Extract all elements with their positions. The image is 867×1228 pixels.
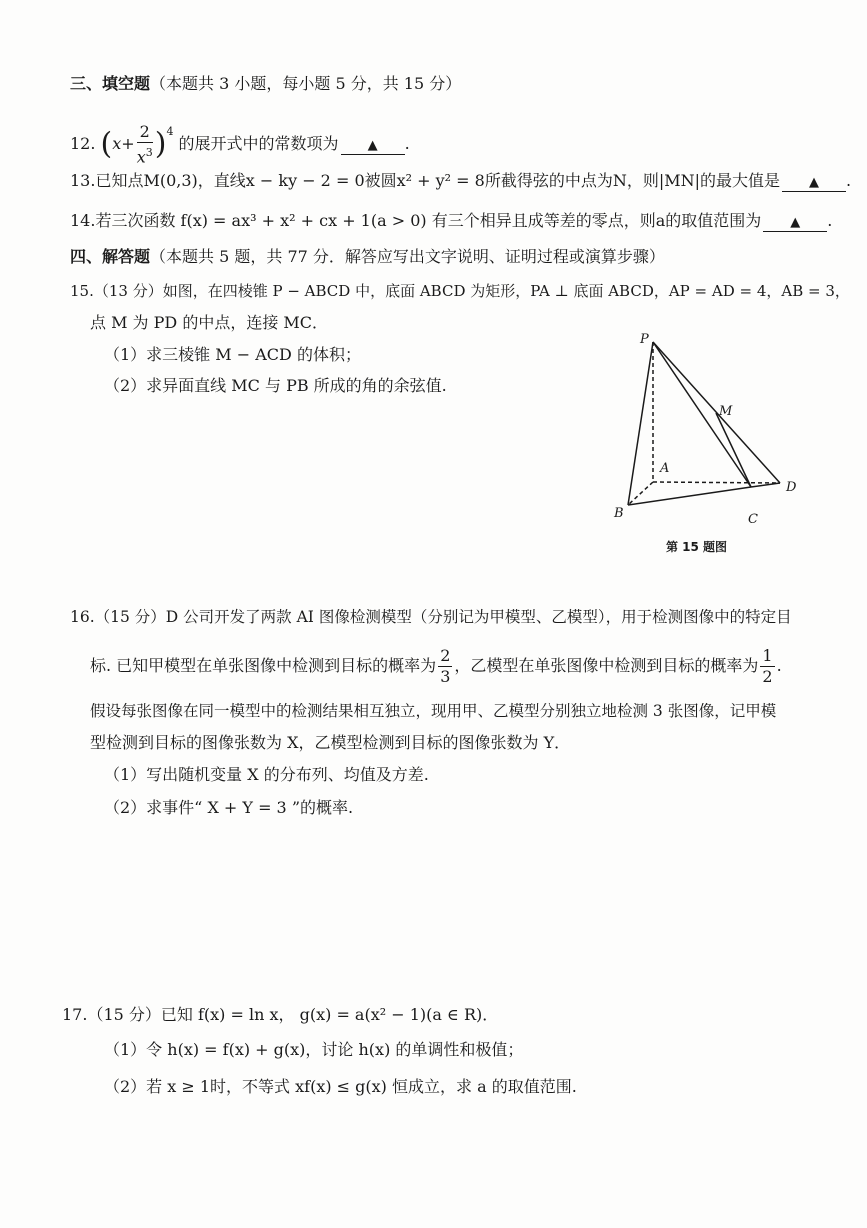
edge-PB — [628, 342, 653, 505]
q15-part-1: （1）求三棱锥 M − ACD 的体积； — [104, 345, 361, 364]
pyramid-figure — [608, 325, 808, 535]
q12-x: x — [112, 134, 122, 153]
q17-part-1: （1）令 h(x) = f(x) + g(x)，讨论 h(x) 的单调性和极值； — [104, 1040, 524, 1059]
section-3-header — [70, 73, 461, 95]
edge-BC — [628, 487, 751, 505]
q16-line-3: 假设每张图像在同一模型中的检测结果相互独立，现用甲、乙模型分别独立地检测 3 张图像，记甲模 — [90, 702, 777, 720]
q13-text: 13. — [70, 171, 96, 190]
q16-part-1: （1）写出随机变量 X 的分布列、均值及方差. — [104, 765, 429, 784]
section-4-header — [70, 246, 665, 268]
segment-MC — [716, 413, 751, 487]
q15-line-1: 15.（13 分）如图，在四棱锥 P − ABCD 中，底面 ABCD 为矩形，PA ⊥ 底面 ABCD，AP = AD = 4，AB = 3， — [70, 282, 850, 300]
q16-line-1: 16.（15 分）D 公司开发了两款 AI 图像检测模型（分别记为甲模型、乙模型），用于检测图像中的特定目 — [70, 608, 792, 626]
q17-line-1: 17.（15 分）已知 f(x) = ln x， g(x) = a(x² − 1)(a ∈ R)． — [62, 1005, 499, 1024]
label-B: B — [614, 506, 624, 521]
q16-line-4: 型检测到目标的图像张数为 X，乙模型检测到目标的图像张数为 Y． — [90, 733, 571, 752]
edge-AD — [653, 482, 780, 483]
section-4-note: （本题共 5 题，共 77 分．解答应写出文字说明、证明过程或演算步骤） — [150, 247, 665, 266]
q16-part-2: （2）求事件“ X + Y = 3 ”的概率. — [104, 798, 354, 817]
q12-text: 的展开式中的常数项为 — [178, 134, 339, 153]
q12-fraction: $\frac{2}{x^3}$ — [136, 121, 153, 167]
section-3-title: 三、填空题 — [70, 74, 151, 93]
label-C: C — [748, 512, 758, 527]
q12-answer-blank[interactable]: ▲ — [341, 138, 405, 155]
question-14: 14.若三次函数 f(x) = ax³ + x² + cx + 1(a > 0) 有三个相异且成等差的零点，则a的取值范围为 ▲ . — [70, 211, 833, 230]
question-12: 12. (x+ $\frac{2}{x^3}$ )$^4$ 的展开式中的常数项为 ▲ . — [70, 121, 410, 167]
label-P: P — [640, 332, 649, 347]
q16-line-2: 标. 已知甲模型在单张图像中检测到目标的概率为 $\frac{2}{3}$ ，乙模型在单张图像中检测到目标的概率为 $\frac{1}{2}$ . — [90, 646, 782, 686]
section-4-title: 四、解答题 — [70, 247, 151, 266]
section-3-note: （本题共 3 小题，每小题 5 分，共 15 分） — [150, 74, 462, 93]
q15-line-2: 点 M 为 PD 的中点，连接 MC． — [90, 313, 329, 332]
q12-exponent: 4 — [166, 125, 174, 138]
q14-answer-blank[interactable]: ▲ — [763, 215, 827, 232]
q12-number: 12. — [70, 134, 96, 153]
q16-fraction-1: $\frac{2}{3}$ — [440, 646, 451, 686]
question-13: 13.已知点M(0,3)，直线x − ky − 2 = 0被圆x² + y² = 8所截得弦的中点为N，则|MN|的最大值是 ▲ . — [70, 171, 852, 190]
label-D: D — [786, 480, 797, 495]
q17-part-2: （2）若 x ≥ 1时，不等式 xf(x) ≤ g(x) 恒成立，求 a 的取值范围. — [104, 1077, 577, 1096]
q13-answer-blank[interactable]: ▲ — [782, 175, 846, 192]
label-M: M — [719, 404, 733, 419]
q15-part-2: （2）求异面直线 MC 与 PB 所成的角的余弦值. — [104, 376, 447, 395]
label-A: A — [660, 461, 670, 476]
edge-PD — [653, 342, 780, 483]
q14-text: 14. — [70, 211, 96, 230]
q16-fraction-2: $\frac{1}{2}$ — [762, 646, 773, 686]
figure-caption: 第 15 题图 — [666, 540, 728, 554]
